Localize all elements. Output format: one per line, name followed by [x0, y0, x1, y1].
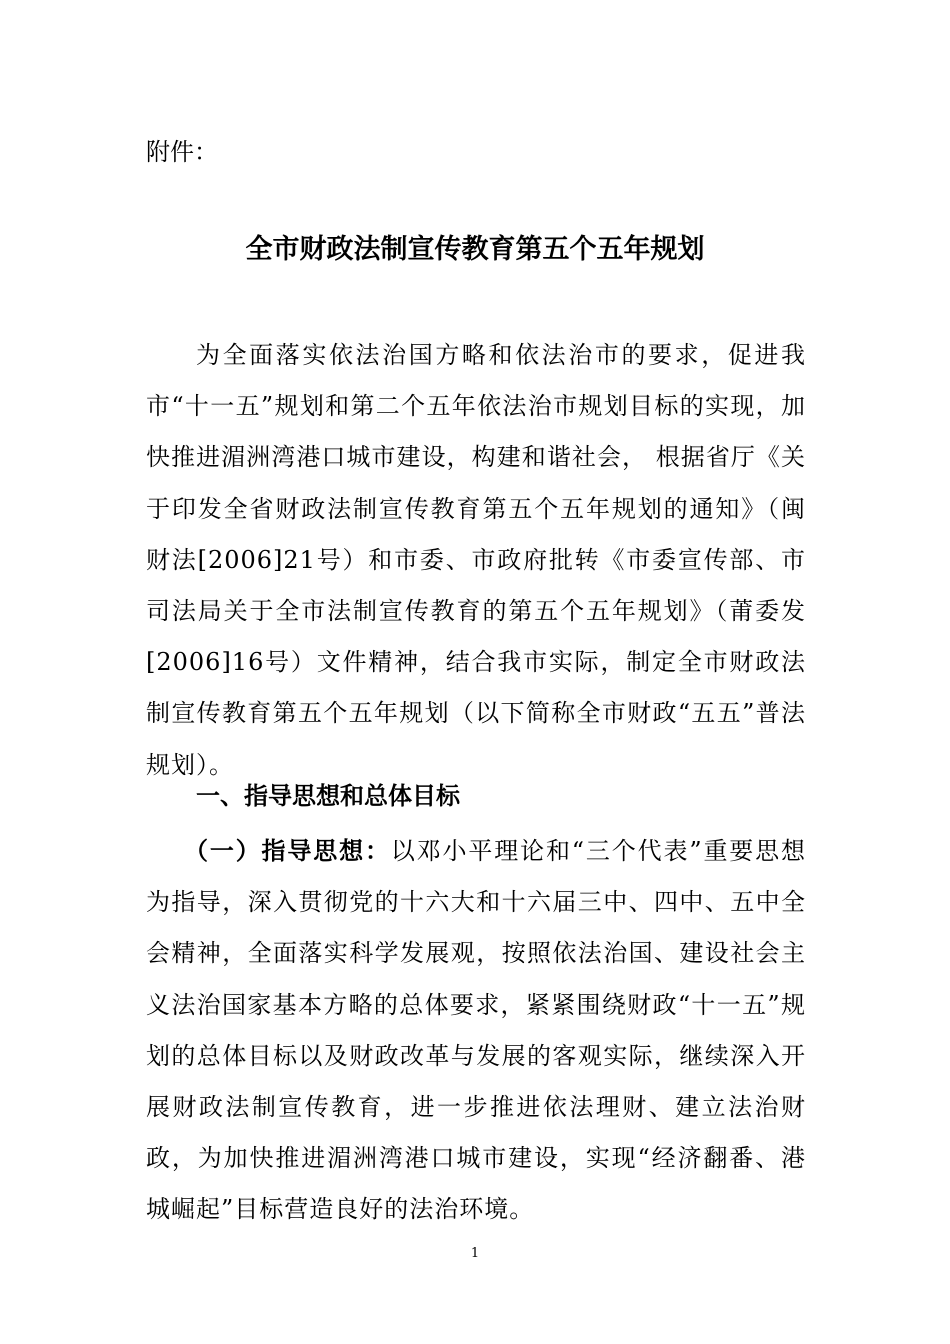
page-number: 1 [470, 1246, 480, 1261]
subsection-lead: （一）指导思想： [184, 837, 391, 865]
subsection-text: 以邓小平理论和“三个代表”重要思想为指导，深入贯彻党的十六大和十六届三中、四中、五中全会精神，全面落实科学发展观，按照依法治国、建设社会主义法治国家基本方略的总体要求，紧紧围绕财政“十一五”规划的总体目标以及财政改革与发展的客观实际，继续深入开展财政法制宣传教育，进一步推进依法理财、建立法治财政，为加快推进湄洲湾港口城市建设，实现“经济翻番、港城崛起”目标营造良好的法治环境。 [146, 837, 807, 1224]
intro-paragraph: 为全面落实依法治国方略和依法治市的要求，促进我市“十一五”规划和第二个五年依法治市规划目标的实现，加快推进湄洲湾港口城市建设，构建和谐社会， 根据省厅《关于印发全省财政法制宣传教育第五个五年规划的通知》（闽财法[2006]21号）和市委、市政府批转《市委宣传部、市司法局关于全市法制宣传教育的第五个五年规划》（莆委发[2006]16号）文件精神，结合我市实际，制定全市财政法制宣传教育第五个五年规划（以下简称全市财政“五五”普法规划）。 [146, 341, 806, 779]
section-heading: 一、指导思想和总体目标 [196, 782, 460, 810]
guiding-ideology-paragraph [146, 826, 806, 1236]
attachment-label: 附件： [146, 138, 218, 166]
document-title: 全市财政法制宣传教育第五个五年规划 [245, 234, 705, 265]
